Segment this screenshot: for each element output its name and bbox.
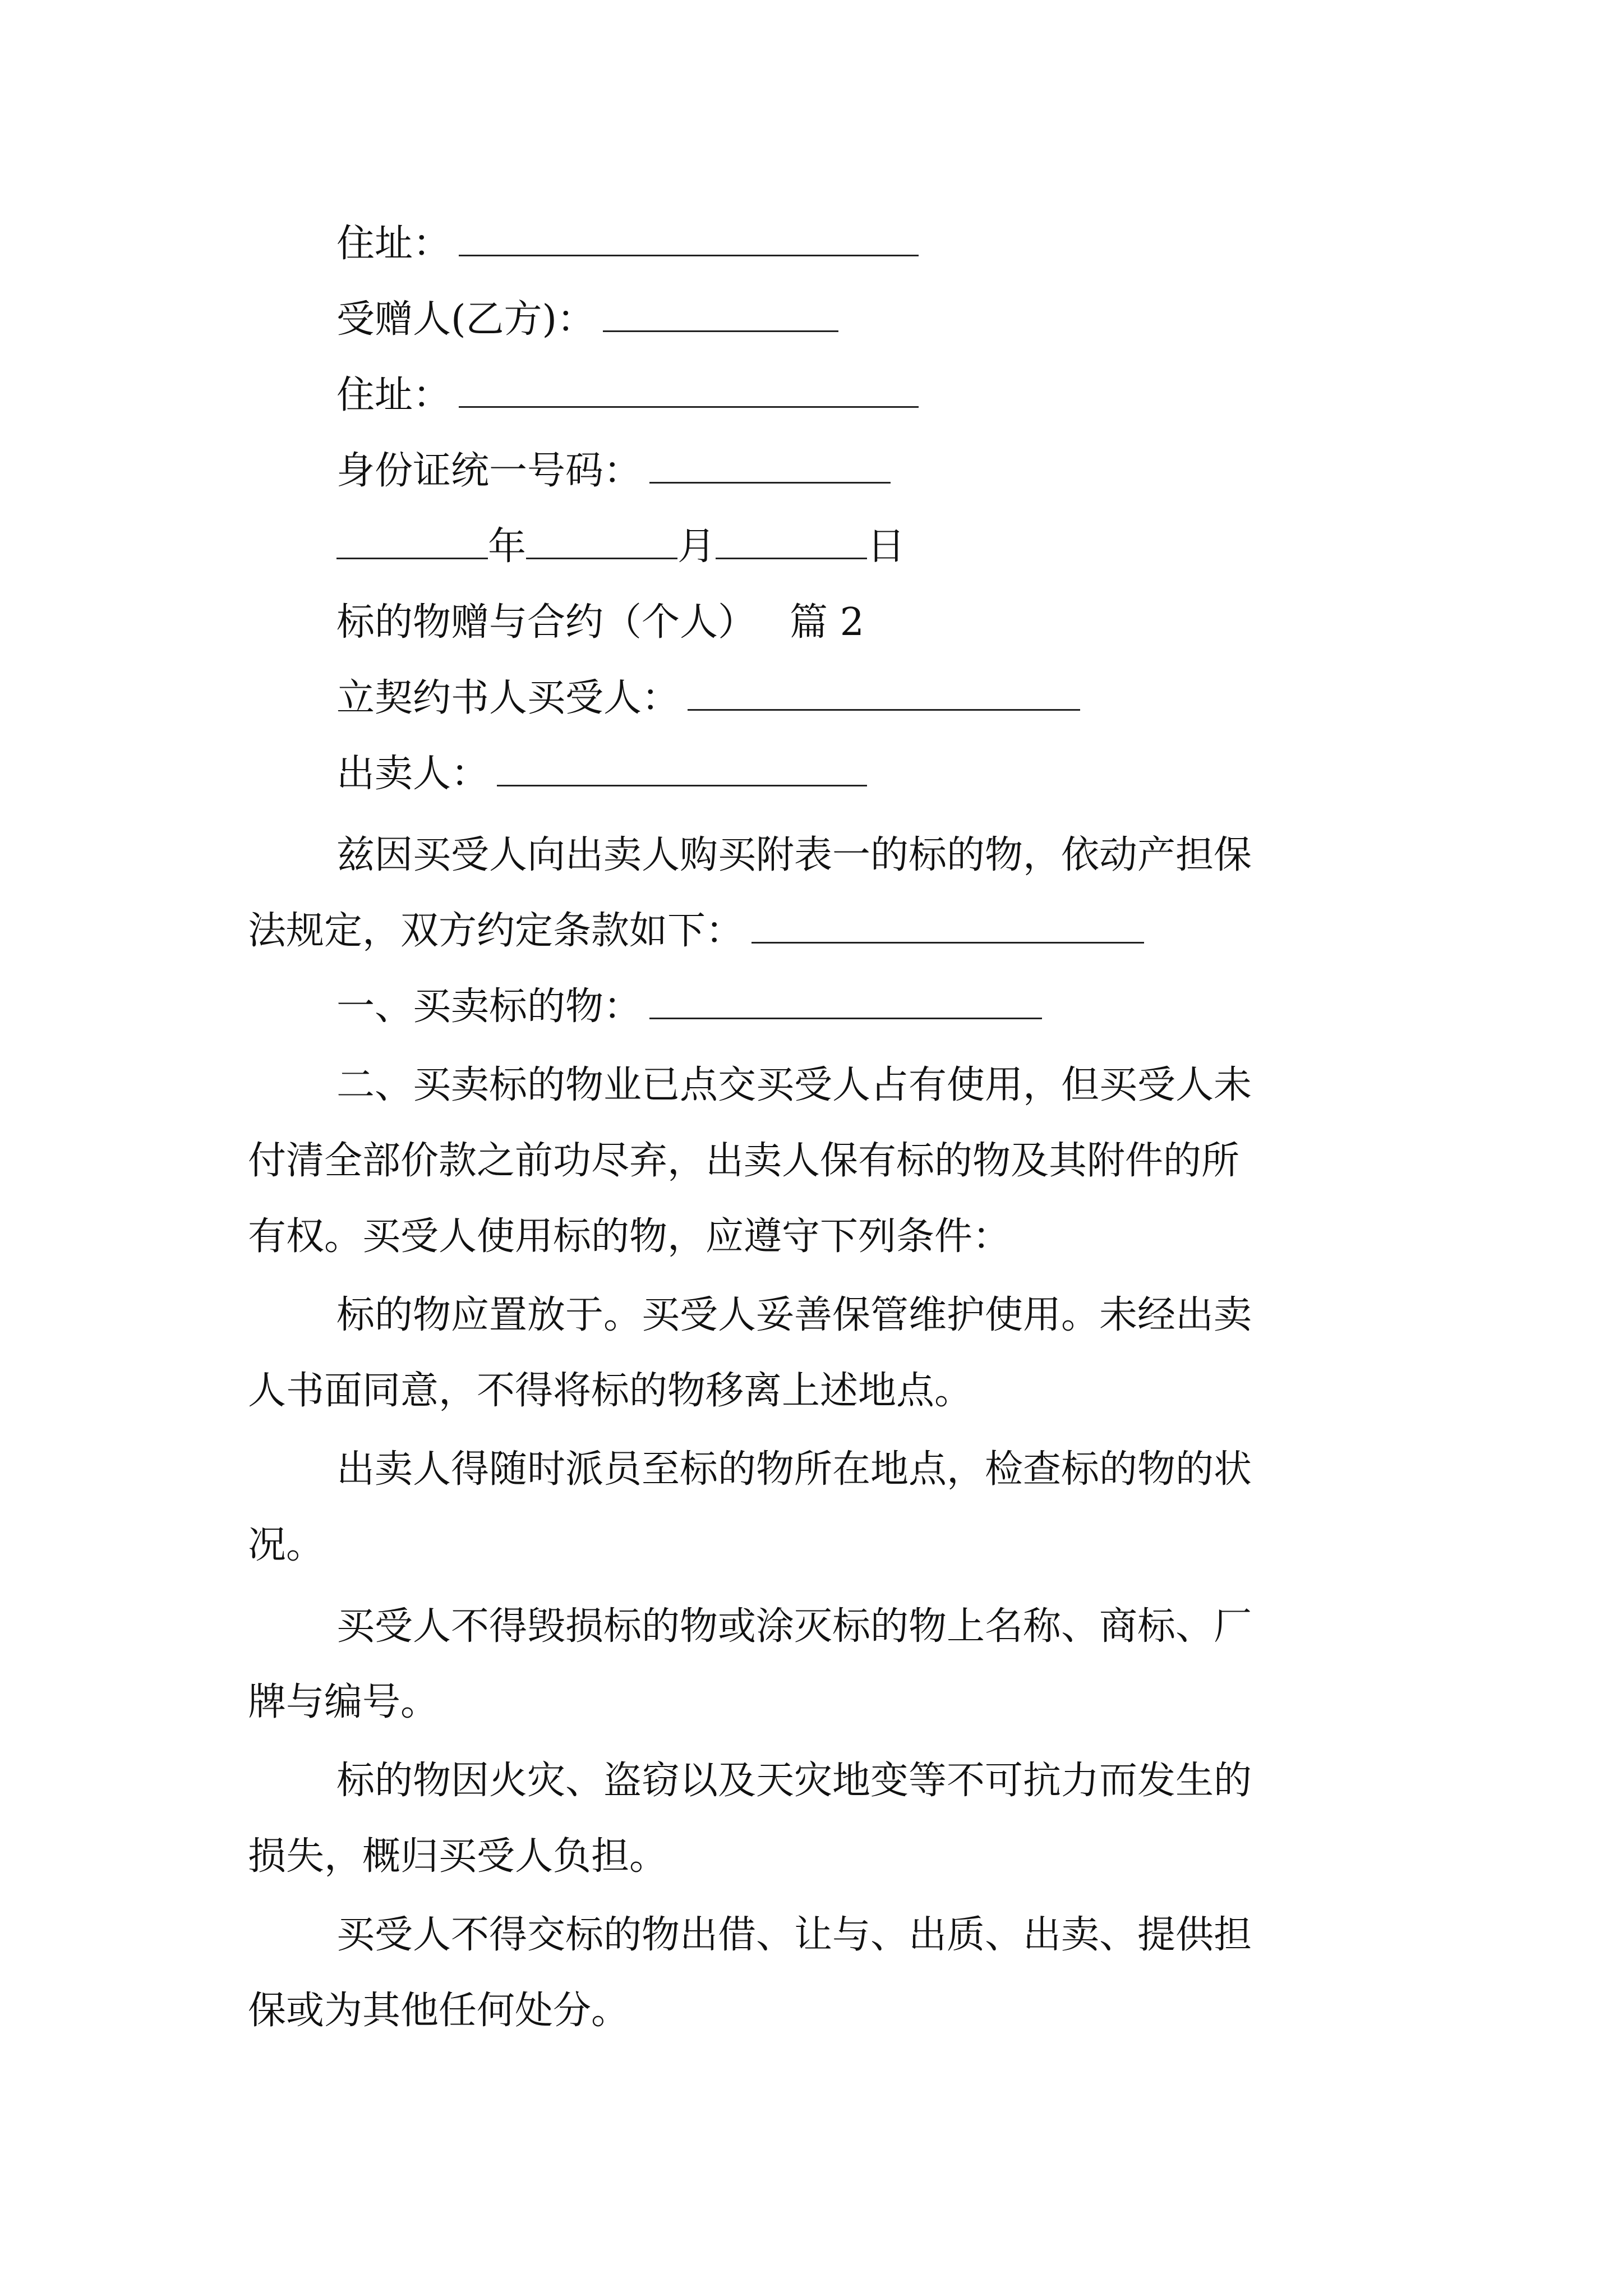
seller-line (336, 746, 1381, 802)
donee-blank[interactable] (603, 296, 838, 332)
seller-blank[interactable] (497, 751, 867, 786)
paragraph-3-line-2: 付清全部价款之前功尽弃，出卖人保有标的物及其附件的所 (248, 1139, 1240, 1183)
section-title (336, 595, 1381, 651)
month-label: 月 (677, 524, 716, 569)
address-line-2 (336, 367, 1381, 424)
paragraph-6-line-1: 买受人不得毁损标的物或涂灭标的物上名称、商标、厂 (336, 1604, 1252, 1649)
paragraph-1-line-1: 兹因买受人向出卖人购买附表一的标的物，依动产担保 (336, 833, 1252, 877)
buyer-line (336, 670, 1381, 726)
address-blank-1[interactable] (459, 220, 919, 256)
year-label: 年 (488, 524, 527, 569)
month-blank[interactable] (526, 523, 677, 559)
id-number-line (336, 443, 1381, 499)
section-title-suffix: 篇 2 (790, 600, 864, 645)
paragraph-4-line-1: 标的物应置放于。买受人妥善保管维护使用。未经出卖 (336, 1293, 1252, 1337)
seller-label: 出卖人： (336, 752, 490, 796)
paragraph-5-line-2: 况。 (248, 1523, 325, 1567)
paragraph-3-line-3: 有权。买受人使用标的物，应遵守下列条件： (248, 1214, 1011, 1259)
id-number-blank[interactable] (649, 448, 891, 484)
paragraph-6-line-2: 牌与编号。 (248, 1680, 439, 1724)
paragraph-5-line-1: 出卖人得随时派员至标的物所在地点，检查标的物的状 (336, 1447, 1252, 1492)
terms-blank[interactable] (751, 908, 1144, 944)
address-label-1: 住址： (336, 222, 451, 266)
paragraph-4-line-2: 人书面同意，不得将标的物移离上述地点。 (248, 1369, 973, 1413)
item-1-line (336, 979, 1381, 1035)
address-line-1 (336, 216, 1381, 272)
buyer-label: 立契约书人买受人： (336, 676, 680, 720)
id-number-label: 身份证统一号码： (336, 449, 642, 493)
paragraph-8-line-2: 保或为其他任何处分。 (248, 1989, 630, 2033)
paragraph-8-line-1: 买受人不得交标的物出借、让与、出质、出卖、提供担 (336, 1913, 1252, 1957)
item-1-label: 一、买卖标的物： (336, 984, 642, 1029)
donee-label: 受赠人(乙方)： (336, 297, 596, 342)
paragraph-1-line-2-text: 法规定，双方约定条款如下： (248, 909, 744, 953)
section-title-text: 标的物赠与合约（个人） (336, 600, 757, 645)
paragraph-3-line-1: 二、买卖标的物业已点交买受人占有使用，但买受人未 (336, 1063, 1252, 1107)
donee-line (336, 292, 1381, 348)
date-line (336, 519, 1381, 575)
year-blank[interactable] (336, 523, 488, 559)
paragraph-7-line-1: 标的物因火灾、盗窃以及天灾地变等不可抗力而发生的 (336, 1759, 1252, 1803)
day-blank[interactable] (716, 523, 867, 559)
item-1-blank[interactable] (649, 983, 1042, 1019)
buyer-blank[interactable] (688, 675, 1080, 711)
paragraph-1-line-2 (248, 903, 1381, 959)
address-blank-2[interactable] (459, 372, 919, 408)
paragraph-7-line-2: 损失，概归买受人负担。 (248, 1834, 668, 1879)
address-label-2: 住址： (336, 373, 451, 417)
day-label: 日 (867, 524, 906, 569)
